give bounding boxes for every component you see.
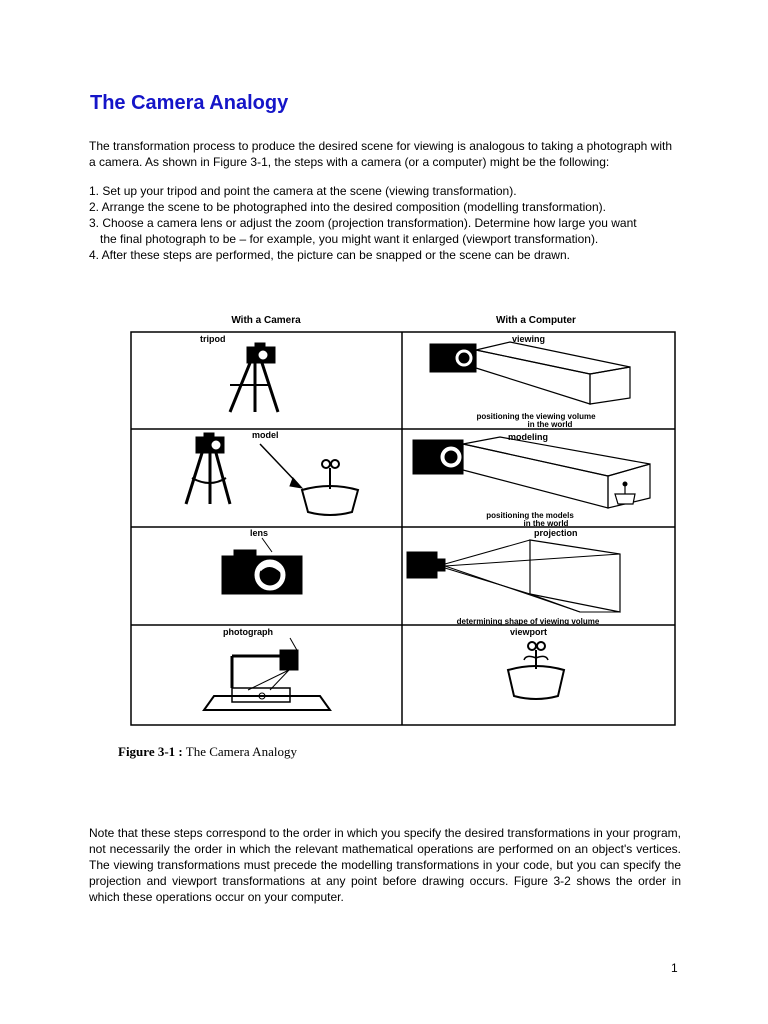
figure-caption bbox=[118, 744, 297, 760]
note-paragraph: Note that these steps correspond to the order in which you specify the desired transformations in your program, not necessarily the order in which the relevant mathematical operations are performed on an object's vertices. The viewing transformations must precede the modelling transformations in your code, but you can specify the projection and viewport transformations at any point before drawing occurs. Figure 3-2 shows the order in which these operations occur on your computer. bbox=[89, 826, 681, 904]
step-item: 1. Set up your tripod and point the camera at the scene (viewing transformation). bbox=[89, 184, 517, 198]
step-item-continuation: the final photograph to be – for example, you might want it enlarged (viewport transformation). bbox=[100, 232, 599, 246]
label-projection: projection bbox=[534, 528, 578, 538]
projection-volume-drawing bbox=[407, 540, 620, 612]
step-item: 2. Arrange the scene to be photographed into the desired composition (modelling transformation). bbox=[89, 200, 606, 214]
viewing-volume-drawing bbox=[430, 342, 630, 404]
figure-caption-label: Figure 3-1 : bbox=[118, 744, 183, 759]
page-number: 1 bbox=[671, 961, 678, 975]
step-item: 4. After these steps are performed, the picture can be snapped or the scene can be drawn. bbox=[89, 248, 570, 262]
column-header-camera: With a Camera bbox=[231, 315, 301, 326]
tripod-camera-icon bbox=[230, 343, 278, 412]
intro-paragraph: The transformation process to produce the desired scene for viewing is analogous to taking a photograph with a camera. As shown in Figure 3-1, the steps with a camera (or a computer) might be the following: bbox=[89, 139, 673, 169]
enlarger-photograph-icon bbox=[204, 638, 330, 710]
camera-analogy-figure bbox=[130, 312, 676, 727]
steps-list bbox=[89, 183, 681, 263]
camera-lens-icon bbox=[222, 538, 302, 594]
label-viewport: viewport bbox=[510, 627, 548, 637]
label-modeling: modeling bbox=[508, 432, 548, 442]
figure-grid bbox=[131, 332, 675, 725]
label-model: model bbox=[252, 430, 279, 440]
figure-caption-text: The Camera Analogy bbox=[185, 744, 297, 759]
viewport-flowerpot-icon bbox=[508, 642, 564, 699]
column-header-computer: With a Computer bbox=[496, 315, 576, 326]
modeling-caption-line1: positioning the models bbox=[486, 511, 574, 520]
modeling-volume-drawing bbox=[413, 437, 650, 508]
label-viewing: viewing bbox=[512, 334, 546, 344]
label-photograph: photograph bbox=[223, 627, 273, 637]
label-lens: lens bbox=[250, 528, 269, 538]
tripod-and-flowerpot-icon bbox=[186, 433, 358, 515]
projection-caption: determining shape of viewing volume bbox=[456, 617, 600, 626]
page-title: The Camera Analogy bbox=[90, 92, 289, 114]
viewing-caption-line1: positioning the viewing volume bbox=[476, 412, 596, 421]
step-item: 3. Choose a camera lens or adjust the zoom (projection transformation). Determine how large you want bbox=[89, 216, 637, 230]
viewing-caption-line2: in the world bbox=[527, 420, 573, 429]
label-tripod: tripod bbox=[200, 334, 226, 344]
modeling-caption-line2: in the world bbox=[523, 519, 569, 528]
